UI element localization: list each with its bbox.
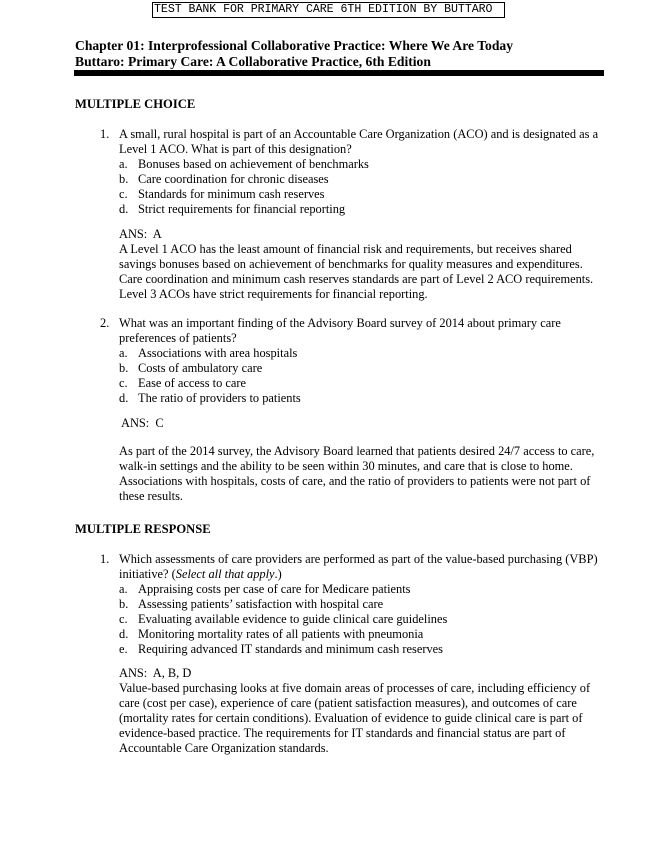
option-d	[98, 202, 603, 217]
option-d	[98, 391, 603, 406]
option-text: Assessing patients’ satisfaction with hospital care	[138, 597, 384, 611]
option-letter: a.	[119, 157, 128, 171]
question-number: 2.	[100, 316, 110, 330]
option-letter: d.	[119, 391, 129, 405]
rationale: As part of the 2014 survey, the Advisory Board learned that patients desired 24/7 access to care, walk-in settings and the ability to be seen within 30 minutes, and care that is close to home. Associations with hospitals, costs of care, and the ratio of providers to patients were not part of these results.	[119, 444, 595, 503]
options-list	[98, 346, 603, 406]
option-b	[98, 597, 603, 612]
option-letter: b.	[119, 597, 129, 611]
option-letter: c.	[119, 612, 128, 626]
question-text: What was an important finding of the Advisory Board survey of 2014 about primary care preferences of patients?	[119, 316, 561, 345]
heading-rule	[74, 70, 604, 76]
option-letter: d.	[119, 202, 129, 216]
question-stem	[98, 127, 603, 157]
option-letter: b.	[119, 361, 129, 375]
option-letter: d.	[119, 627, 129, 641]
option-a	[98, 346, 603, 361]
option-a	[98, 157, 603, 172]
answer-key: ANS: A	[119, 227, 162, 241]
option-text: Strict requirements for financial reporting	[138, 202, 346, 216]
option-letter: e.	[119, 642, 128, 656]
question-number: 1.	[100, 127, 110, 141]
book-title: Buttaro: Primary Care: A Collaborative Practice, 6th Edition	[75, 54, 431, 69]
answer-key: ANS: C	[121, 416, 164, 430]
question-stem	[98, 316, 603, 346]
test-bank-header-box: TEST BANK FOR PRIMARY CARE 6TH EDITION BY BUTTARO	[152, 2, 505, 18]
option-text: Requiring advanced IT standards and minimum cash reserves	[138, 642, 443, 656]
option-text: Evaluating available evidence to guide clinical care guidelines	[138, 612, 448, 626]
option-c	[98, 376, 603, 391]
question-text: Which assessments of care providers are performed as part of the value-based purchasing (VBP) initiative? (	[119, 552, 598, 581]
option-letter: c.	[119, 187, 128, 201]
option-letter: a.	[119, 582, 128, 596]
question-number: 1.	[100, 552, 110, 566]
section-title-multiple-choice: MULTIPLE CHOICE	[75, 97, 196, 111]
section-title-multiple-response: MULTIPLE RESPONSE	[75, 522, 211, 536]
option-c	[98, 612, 603, 627]
option-b	[98, 172, 603, 187]
option-d	[98, 627, 603, 642]
option-text: Ease of access to care	[138, 376, 247, 390]
option-text: Care coordination for chronic diseases	[138, 172, 329, 186]
rationale: Value-based purchasing looks at five domain areas of processes of care, including efficiency of care (cost per case), experience of care (patient satisfaction measures), and outcomes of care (mortality rates for certain conditions). Evaluation of evidence to guide clinical care is part of evidence-based practice. The requirements for IT standards and financial status are part of Accountable Care Organization standards.	[119, 681, 591, 755]
option-b	[98, 361, 603, 376]
option-text: Bonuses based on achievement of benchmarks	[138, 157, 369, 171]
option-c	[98, 187, 603, 202]
option-letter: a.	[119, 346, 128, 360]
option-text: Associations with area hospitals	[138, 346, 298, 360]
rationale: A Level 1 ACO has the least amount of financial risk and requirements, but receives shared savings bonuses based on achievement of benchmarks for quality measures and expenditures. Care coordination and minimum cash reserves standards are part of Level 2 ACO requirements. Level 3 ACOs have strict requirements for financial reporting.	[119, 242, 594, 301]
question-text-end: .)	[274, 567, 282, 581]
chapter-title: Chapter 01: Interprofessional Collaborative Practice: Where We Are Today	[75, 38, 513, 53]
option-a	[98, 582, 603, 597]
question-mc-2	[98, 316, 603, 504]
option-text: Monitoring mortality rates of all patients with pneumonia	[138, 627, 424, 641]
option-e	[98, 642, 603, 657]
options-list	[98, 582, 603, 657]
option-text: Standards for minimum cash reserves	[138, 187, 325, 201]
question-mc-1	[98, 127, 603, 302]
option-text: The ratio of providers to patients	[138, 391, 301, 405]
option-letter: b.	[119, 172, 129, 186]
answer-key: ANS: A, B, D	[119, 666, 192, 680]
question-instruction: Select all that apply	[175, 567, 275, 581]
option-text: Appraising costs per case of care for Medicare patients	[138, 582, 411, 596]
question-text: A small, rural hospital is part of an Accountable Care Organization (ACO) and is designated as a Level 1 ACO. What is part of this designation?	[119, 127, 599, 156]
option-letter: c.	[119, 376, 128, 390]
question-stem	[98, 552, 603, 582]
chapter-heading	[75, 38, 513, 70]
question-mr-1	[98, 552, 603, 756]
options-list	[98, 157, 603, 217]
option-text: Costs of ambulatory care	[138, 361, 263, 375]
